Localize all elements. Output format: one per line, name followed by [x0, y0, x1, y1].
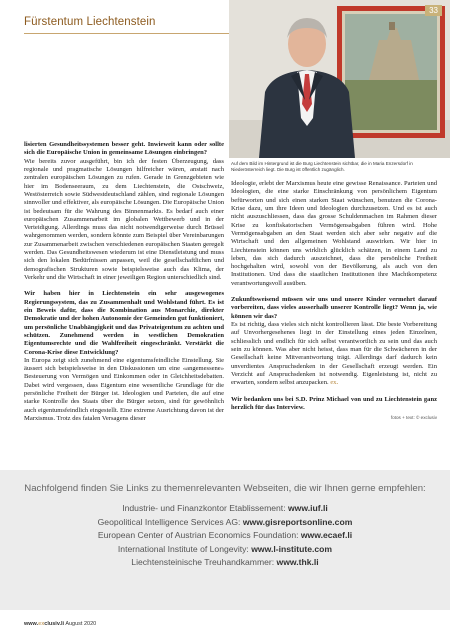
links-heading: Nachfolgend finden Sie Links zu themenrelevanten Webseiten, die wir Ihnen gerne empfehlen: [24, 483, 426, 494]
photo-text-credits: fotos + text: © exclusiv [390, 415, 437, 421]
article-column-right [231, 180, 437, 422]
magazine-url[interactable]: www.exclusiv.li [24, 621, 65, 627]
interview-question: Zukunftsweisend müssen wir uns und unsere Kinder vermehrt darauf vorbereiten, dass vieles ausserhalb unserer Kontrolle liegt? Wenn ja, wie können wir das? [231, 296, 437, 320]
recommended-links-box [0, 470, 450, 610]
photo-caption: Auf dem Bild im Hintergrund ist die Burg Liechtenstein sichtbar, die in Maria Enzersdorf in Niederösterreich liegt. Die Burg ist öffentlich zugänglich. [231, 161, 413, 172]
page-footer [24, 621, 96, 627]
portrait-illustration [229, 0, 450, 158]
interview-answer: Es ist richtig, dass vieles sich nicht kontrollieren lässt. Die beste Vorbereitung auf Unvorhergesehenes liegt in der Einstellung eines jeden Einzelnen, schliesslich und endlich für sich selbst verantwortlich zu sein und das auch sein zu können. Was aber nicht heisst, dass man für die Schwächeren in der Gesellschaft keine Mitverantwortung trägt. Allerdings darf dadurch kein unverdientes Anspruchsdenken in der Gesellschaft erzeugt werden. Ein Verzicht auf Anspruchsdenken ist notwendig. Eigenleistung ist, nicht zu erwarten, sondern selbst anzupacken. ex. [231, 321, 437, 387]
link-list [0, 502, 450, 570]
interview-question: lisierten Gesundheitssystemen besser geht. Inwieweit kann oder sollte sich die Europäische Union in gemeinsame Lösungen einbringen? [24, 141, 224, 157]
section-title: Fürstentum Liechtenstein [24, 16, 156, 28]
link-gis[interactable]: Geopolitical Intelligence Services AG: www.gisreportsonline.com [97, 516, 353, 527]
interview-answer: Wie bereits zuvor ausgeführt, bin ich der festen Überzeugung, dass regionale und pragmatische Lösungen hilfreicher wären, anstatt nach zentralen europäischen Lösungen zu rufen. Gerade in Grenzgebieten wie hier im Bodenseeraum, zu dem Liechtenstein, die Ostschweiz, Westösterreich sowie Südwestdeutschland zählen, sind regionale Lösungen sinnvoller und effektiver, als europäische Lösungen. Die Europäische Union ist bedeutsam für die Wahrung des Binnenmarkts. Es bedarf auch einer europäischen Zusammenarbeit im globalen Wettbewerb und in der Verteidigung. Allerdings muss das nicht notwendigerweise durch Brüssel wahrgenommen werden, sondern könnte zum Beispiel über Vereinbarungen zur Zusammenarbeit zwischen verschiedenen europäischen Staaten geregelt werden. Das Gesundheitswesen wiederum ist eine Dienstleistung und muss sich den lokalen Bedürfnissen anpassen, weil die gesellschaftlichen und demografischen Strukturen sowie beispielsweise auch das Klima, der Verkehr und die Wirtschaft in einer jeweiligen Region unterschiedlich sind. [24, 157, 224, 281]
link-iuf[interactable]: Industrie- und Finanzkontor Etablissement: www.iuf.li [122, 503, 328, 513]
header-divider [24, 33, 229, 34]
page-number: 33 [425, 5, 442, 16]
link-ecaef[interactable]: European Center of Austrian Economics Foundation: www.ecaef.li [97, 530, 353, 540]
interview-question: Wir haben hier in Liechtenstein ein sehr ausgewogenes Regierungssystem, das zu Zusammenhalt und Wohlstand führt. Es ist ein Beweis dafür, dass die Kombination aus Monarchie, direkter Demokratie und der hohen Autonomie der Gemeinden gut funktioniert, um persönliche Unabhängigkeit und das Privateigentum zu achten und schützen. Zunehmend werden in westlichen Demokratien Eigentumsrechte und die Wahlfreiheit eingeschränkt. Verstärkt die Corona-Krise diese Entwicklung? [24, 290, 224, 356]
issue-date: August 2020 [65, 621, 97, 627]
interview-answer: In Europa zeigt sich zunehmend eine eigentumsfeindliche Einstellung. Sie äussert sich beispielsweise in den Diskussionen um eine «angemessene» Besteuerung von Vermögen und Einkommen oder in Gleichheitsdebatten. Dabei wird vergessen, dass Eigentum eine wesentliche Grundlage für die persönliche Freiheit der Bürger ist. Ideologien und Parteien, die auf eine starke Kontrolle des Staats über die Bürger setzen, sind für gewöhnlich auch eigentumsfeindlich eingestellt. Eine extreme Ausrichtung davon ist der Marxismus. Trotz des fatalen Versagens dieser [24, 356, 224, 422]
link-longevity[interactable]: International Institute of Longevity: www.l-institute.com [117, 543, 333, 554]
portrait-photo [229, 0, 450, 158]
end-mark: ex. [330, 379, 339, 387]
link-thk[interactable]: Liechtensteinische Treuhandkammer: www.thk.li [131, 557, 319, 567]
interview-answer: Ideologie, erlebt der Marxismus heute eine gewisse Renaissance. Parteien und Ideologien, die eine starke Einschränkung von persönlichem Eigentum befürworten und sich einen starken Staat wünschen, benutzen die Corona-Krise dazu, um ihre Ideen und Ideologien durchzusetzen. Und es ist auch nicht auszuschliessen, dass das grosse Schuldenmachen im Rahmen dieser Krise zu konfiskatorischen Vermögensabgaben führen wird. Hohe Vermögensabgaben an den Staat werden sich aber sehr negativ auf die Wirtschaft und den allgemeinen Wohlstand auswirken. Wir hier in Liechtenstein können uns wirklich glücklich schätzen, in einem Land zu leben, das sich dadurch auszeichnet, dass die persönliche Freiheit hochgehalten wird, sowohl von der Bevölkerung, als auch von den Institutionen. Und dass die staatlichen Institutionen ihre Machtkompetenz verantwortungsvoll ausüben. [231, 180, 437, 287]
interview-closing: Wir bedanken uns bei S.D. Prinz Michael von und zu Liechtenstein ganz herzlich für das Interview. [231, 395, 437, 411]
article-column-left [24, 141, 224, 423]
